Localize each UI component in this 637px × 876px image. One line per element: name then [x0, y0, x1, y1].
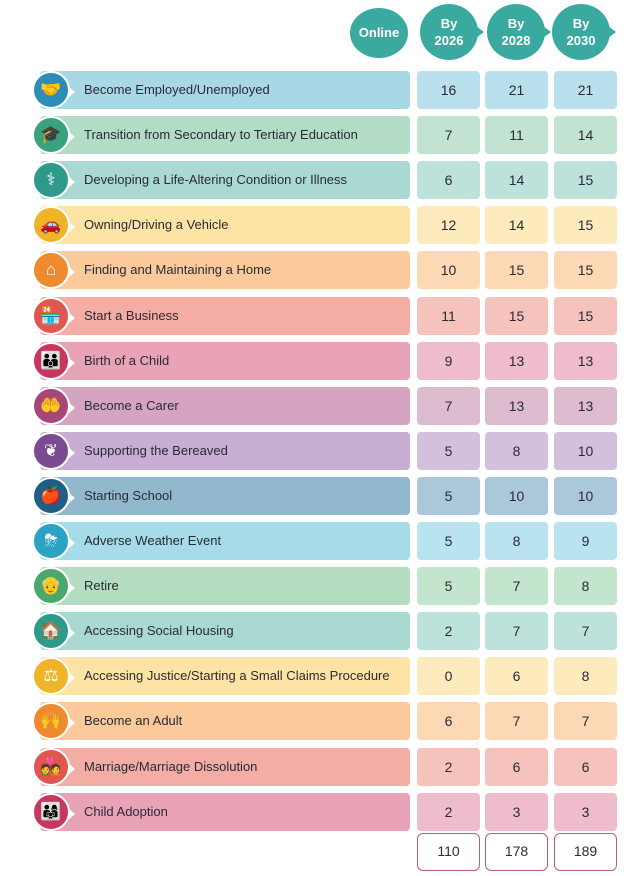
- gavel-icon: ⚖: [32, 657, 70, 695]
- storm-cloud-icon: ⛈: [32, 522, 70, 560]
- cell-by-2028: 7: [485, 612, 548, 650]
- cell-by-2026: 5: [417, 567, 480, 605]
- row-label: Start a Business: [84, 307, 179, 323]
- adoption-family-icon: 👨‍👩‍👧: [32, 793, 70, 831]
- total-2026: 110: [417, 833, 480, 871]
- cell-by-2030: 15: [554, 161, 617, 199]
- cell-by-2030: 13: [554, 387, 617, 425]
- cell-by-2028: 6: [485, 657, 548, 695]
- row-label: Finding and Maintaining a Home: [84, 262, 272, 278]
- home-icon: ⌂: [32, 251, 70, 289]
- leaf-icon: ❦: [32, 432, 70, 470]
- table-row: [32, 206, 617, 244]
- doctor-icon: ⚕: [32, 161, 70, 199]
- couple-icon: 💑: [32, 748, 70, 786]
- cell-by-2030: 10: [554, 477, 617, 515]
- cell-by-2026: 11: [417, 297, 480, 335]
- cell-by-2026: 16: [417, 71, 480, 109]
- cell-by-2030: 14: [554, 116, 617, 154]
- row-label: Accessing Justice/Starting a Small Claims Procedure: [84, 668, 390, 684]
- header-by-2028-year: 2028: [501, 33, 531, 48]
- cell-by-2028: 14: [485, 206, 548, 244]
- cell-by-2030: 10: [554, 432, 617, 470]
- table-row: [32, 387, 617, 425]
- cell-by-2028: 10: [485, 477, 548, 515]
- elderly-couple-icon: 👴: [32, 567, 70, 605]
- header-online: Online: [350, 8, 408, 58]
- cell-by-2026: 2: [417, 793, 480, 831]
- car-icon: 🚗: [32, 206, 70, 244]
- family-icon: 👪: [32, 342, 70, 380]
- cell-by-2026: 10: [417, 251, 480, 289]
- table-row: [32, 116, 617, 154]
- header-by-2026: [420, 4, 478, 60]
- cell-by-2028: 7: [485, 567, 548, 605]
- cell-by-2028: 13: [485, 342, 548, 380]
- row-label: Become an Adult: [84, 713, 183, 729]
- row-label: Birth of a Child: [84, 352, 170, 368]
- cell-by-2026: 7: [417, 116, 480, 154]
- table-row: [32, 161, 617, 199]
- cell-by-2028: 11: [485, 116, 548, 154]
- table-row: [32, 251, 617, 289]
- cell-by-2030: 15: [554, 206, 617, 244]
- cell-by-2028: 8: [485, 522, 548, 560]
- row-label: Retire: [84, 578, 119, 594]
- row-label: Adverse Weather Event: [84, 533, 222, 548]
- cell-by-2030: 3: [554, 793, 617, 831]
- cell-by-2026: 7: [417, 387, 480, 425]
- cell-by-2028: 8: [485, 432, 548, 470]
- cell-by-2028: 14: [485, 161, 548, 199]
- header-by-2030: [552, 4, 610, 60]
- table-row: [32, 432, 617, 470]
- total-2030: 189: [554, 833, 617, 871]
- row-label: Transition from Secondary to Tertiary Education: [84, 127, 358, 143]
- cell-by-2030: 7: [554, 702, 617, 740]
- cell-by-2028: 15: [485, 251, 548, 289]
- cell-by-2028: 7: [485, 702, 548, 740]
- cell-by-2030: 13: [554, 342, 617, 380]
- cell-by-2028: 13: [485, 387, 548, 425]
- table-row: [32, 793, 617, 831]
- shop-icon: 🏪: [32, 297, 70, 335]
- handshake-icon: 🤝: [32, 71, 70, 109]
- row-label: Marriage/Marriage Dissolution: [84, 758, 258, 774]
- cell-by-2026: 5: [417, 432, 480, 470]
- cell-by-2026: 9: [417, 342, 480, 380]
- adult-icon: 🙌: [32, 702, 70, 740]
- total-2028: 178: [485, 833, 548, 871]
- table-row: [32, 342, 617, 380]
- header-by-2026-by: By: [440, 16, 458, 31]
- cell-by-2028: 6: [485, 748, 548, 786]
- graduation-cap-icon: 🎓: [32, 116, 70, 154]
- header-by-2030-year: 2030: [566, 33, 596, 48]
- table-row: [32, 748, 617, 786]
- cell-by-2030: 21: [554, 71, 617, 109]
- cell-by-2026: 5: [417, 522, 480, 560]
- header-by-2028-by: By: [507, 16, 525, 31]
- cell-by-2026: 12: [417, 206, 480, 244]
- header-by-2026-year: 2026: [434, 33, 464, 48]
- table-row: [32, 477, 617, 515]
- house-hands-icon: 🏠: [32, 612, 70, 650]
- cell-by-2026: 6: [417, 702, 480, 740]
- cell-by-2028: 3: [485, 793, 548, 831]
- cell-by-2026: 5: [417, 477, 480, 515]
- cell-by-2030: 9: [554, 522, 617, 560]
- cell-by-2026: 2: [417, 612, 480, 650]
- apple-book-icon: 🍎: [32, 477, 70, 515]
- row-label: Child Adoption: [84, 803, 168, 819]
- table-row: [32, 71, 617, 109]
- cell-by-2030: 6: [554, 748, 617, 786]
- table-row: [32, 522, 617, 560]
- table-row: [32, 702, 617, 740]
- cell-by-2030: 15: [554, 251, 617, 289]
- cell-by-2030: 8: [554, 567, 617, 605]
- cell-by-2028: 15: [485, 297, 548, 335]
- row-label: Developing a Life-Altering Condition or Illness: [84, 172, 348, 188]
- row-label: Accessing Social Housing: [84, 623, 234, 639]
- header-by-2028: [487, 4, 545, 60]
- row-label: Become Employed/Unemployed: [84, 82, 270, 97]
- table-row: [32, 612, 617, 650]
- cell-by-2026: 0: [417, 657, 480, 695]
- cell-by-2030: 7: [554, 612, 617, 650]
- cell-by-2028: 21: [485, 71, 548, 109]
- cell-by-2026: 2: [417, 748, 480, 786]
- row-label: Owning/Driving a Vehicle: [84, 217, 229, 233]
- cell-by-2030: 15: [554, 297, 617, 335]
- table-row: [32, 657, 617, 695]
- table-row: [32, 297, 617, 335]
- carer-icon: 🤲: [32, 387, 70, 425]
- header-by-2030-by: By: [572, 16, 590, 31]
- row-label: Supporting the Bereaved: [84, 442, 228, 458]
- cell-by-2026: 6: [417, 161, 480, 199]
- row-label: Become a Carer: [84, 397, 179, 413]
- table-row: [32, 567, 617, 605]
- cell-by-2030: 8: [554, 657, 617, 695]
- row-label: Starting School: [84, 487, 173, 503]
